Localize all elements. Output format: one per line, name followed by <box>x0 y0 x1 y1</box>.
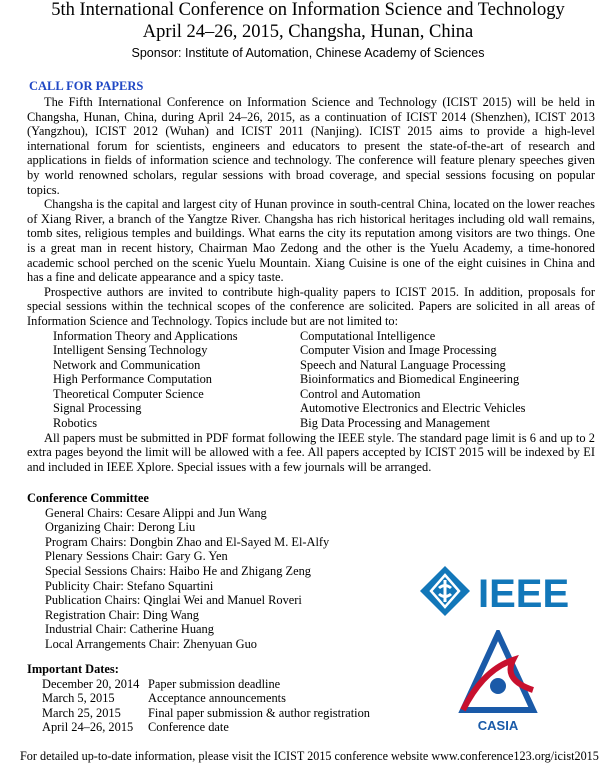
date-event: Final paper submission & author registration <box>148 705 370 720</box>
date-row <box>27 691 427 706</box>
casia-triangle-icon <box>463 634 533 710</box>
submission-paragraph: All papers must be submitted in PDF format following the IEEE style. The standard page limit is 6 and up to 2 extra pages beyond the limit will be allowed with a fee. All papers accepted by ICIST 2015 will be indexed by EI and included in IEEE Xplore. Special issues with a few journals will be arranged. <box>27 430 595 474</box>
casia-logo-text: CASIA <box>477 718 519 733</box>
main-body <box>27 95 595 474</box>
intro-paragraph: The Fifth International Conference on Information Science and Technology (ICIST 2015) will be held in Changsha, Hunan, China, during April 24–26, 2015, as a continuation of ICIST 2014 (Shenzhen), ICIST 2013 (Yangzhou), ICIST 2012 (Wuhan) and ICIST 2011 (Nanjing). ICIST 2015 aims to provide a high-level international forum for scientists, engineers and educators to present the state-of-the-art of research and applications in fields of information science and technology. The conference will feature plenary speeches given by world renowned scholars, regular sessions with broad coverage, and special sessions focusing on popular topics. <box>27 95 595 197</box>
date-value: April 24–26, 2015 <box>42 720 134 735</box>
date-value: March 25, 2015 <box>42 705 121 720</box>
ieee-logo <box>418 564 598 618</box>
topic-item: Computational Intelligence <box>300 328 436 343</box>
committee-item: Program Chairs: Dongbin Zhao and El-Sayed M. El-Alfy <box>45 534 330 549</box>
ieee-logo-text: IEEE <box>478 572 570 616</box>
topic-item: Robotics <box>53 416 98 431</box>
date-event: Paper submission deadline <box>148 676 281 691</box>
changsha-paragraph: Changsha is the capital and largest city of Hunan province in south-central China, located on the lower reaches of Xiang River, a branch of the Yangtze River. Changsha has rich historical heritages including old wall remains, tomb sites, religious temples and buildings. What earns the city its reputation among visitors are two things. One is a great man in recent history, Chairman Mao Zedong and the other is the Yuelu Academy, a time-honored academic school perched on the scenic Yuelu Mountain. Xiang Cuisine is one of the eight cuisines in China and has a fine and delicate appearance and a spicy taste. <box>27 197 595 285</box>
topic-item: Computer Vision and Image Processing <box>300 343 497 358</box>
topic-item: Automotive Electronics and Electric Vehicles <box>300 401 526 416</box>
casia-dot-icon <box>490 678 506 694</box>
committee-item: Publicity Chair: Stefano Squartini <box>45 578 214 593</box>
topic-item: Signal Processing <box>53 401 142 416</box>
conference-date-location: April 24–26, 2015, Changsha, Hunan, China <box>142 22 474 42</box>
date-event: Conference date <box>148 720 229 735</box>
committee-item: Plenary Sessions Chair: Gary G. Yen <box>45 549 228 564</box>
date-value: December 20, 2014 <box>42 676 140 691</box>
committee-item: General Chairs: Cesare Alippi and Jun Wang <box>45 505 267 520</box>
date-event: Acceptance announcements <box>148 691 286 706</box>
date-row <box>27 706 427 721</box>
date-value: March 5, 2015 <box>42 691 115 706</box>
topic-item: Intelligent Sensing Technology <box>53 343 208 358</box>
topic-item: Control and Automation <box>300 386 421 401</box>
call-for-papers-heading: CALL FOR PAPERS <box>29 79 144 93</box>
important-dates <box>27 662 427 735</box>
committee-item: Local Arrangements Chair: Zhenyuan Guo <box>45 636 257 651</box>
footer-info: For detailed up-to-date information, please visit the ICIST 2015 conference website www.conference123.org/icist2015 <box>20 749 599 763</box>
topics-list <box>27 329 595 431</box>
committee-item: Organizing Chair: Derong Liu <box>45 520 196 535</box>
topic-item: Speech and Natural Language Processing <box>300 357 506 372</box>
topic-item: Network and Communication <box>53 357 201 372</box>
topic-item: Big Data Processing and Management <box>300 416 490 431</box>
topic-item: Theoretical Computer Science <box>53 386 204 401</box>
dates-heading: Important Dates: <box>27 662 119 676</box>
topics-intro-paragraph: Prospective authors are invited to contribute high-quality papers to ICIST 2015. In addition, proposals for special sessions within the technical scopes of the conference are solicited. Papers are solicited in all areas of Information Science and Technology. Topics include but are not limited to: <box>27 284 595 328</box>
committee-item: Industrial Chair: Catherine Huang <box>45 622 214 637</box>
topic-item: Information Theory and Applications <box>53 328 238 343</box>
committee-item: Special Sessions Chairs: Haibo He and Zhigang Zeng <box>45 563 312 578</box>
casia-logo <box>453 630 543 736</box>
date-row <box>27 677 427 692</box>
date-row <box>27 720 427 735</box>
conference-title: 5th International Conference on Information Science and Technology <box>51 0 565 20</box>
committee-heading: Conference Committee <box>27 491 149 505</box>
committee-item: Publication Chairs: Qinglai Wei and Manuel Roveri <box>45 593 302 608</box>
conference-committee <box>27 491 427 652</box>
sponsor-line: Sponsor: Institute of Automation, Chinese Academy of Sciences <box>131 46 485 60</box>
committee-item: Registration Chair: Ding Wang <box>45 607 199 622</box>
topic-item: High Performance Computation <box>53 372 212 387</box>
conference-header <box>0 0 616 61</box>
topic-item: Bioinformatics and Biomedical Engineering <box>300 372 520 387</box>
